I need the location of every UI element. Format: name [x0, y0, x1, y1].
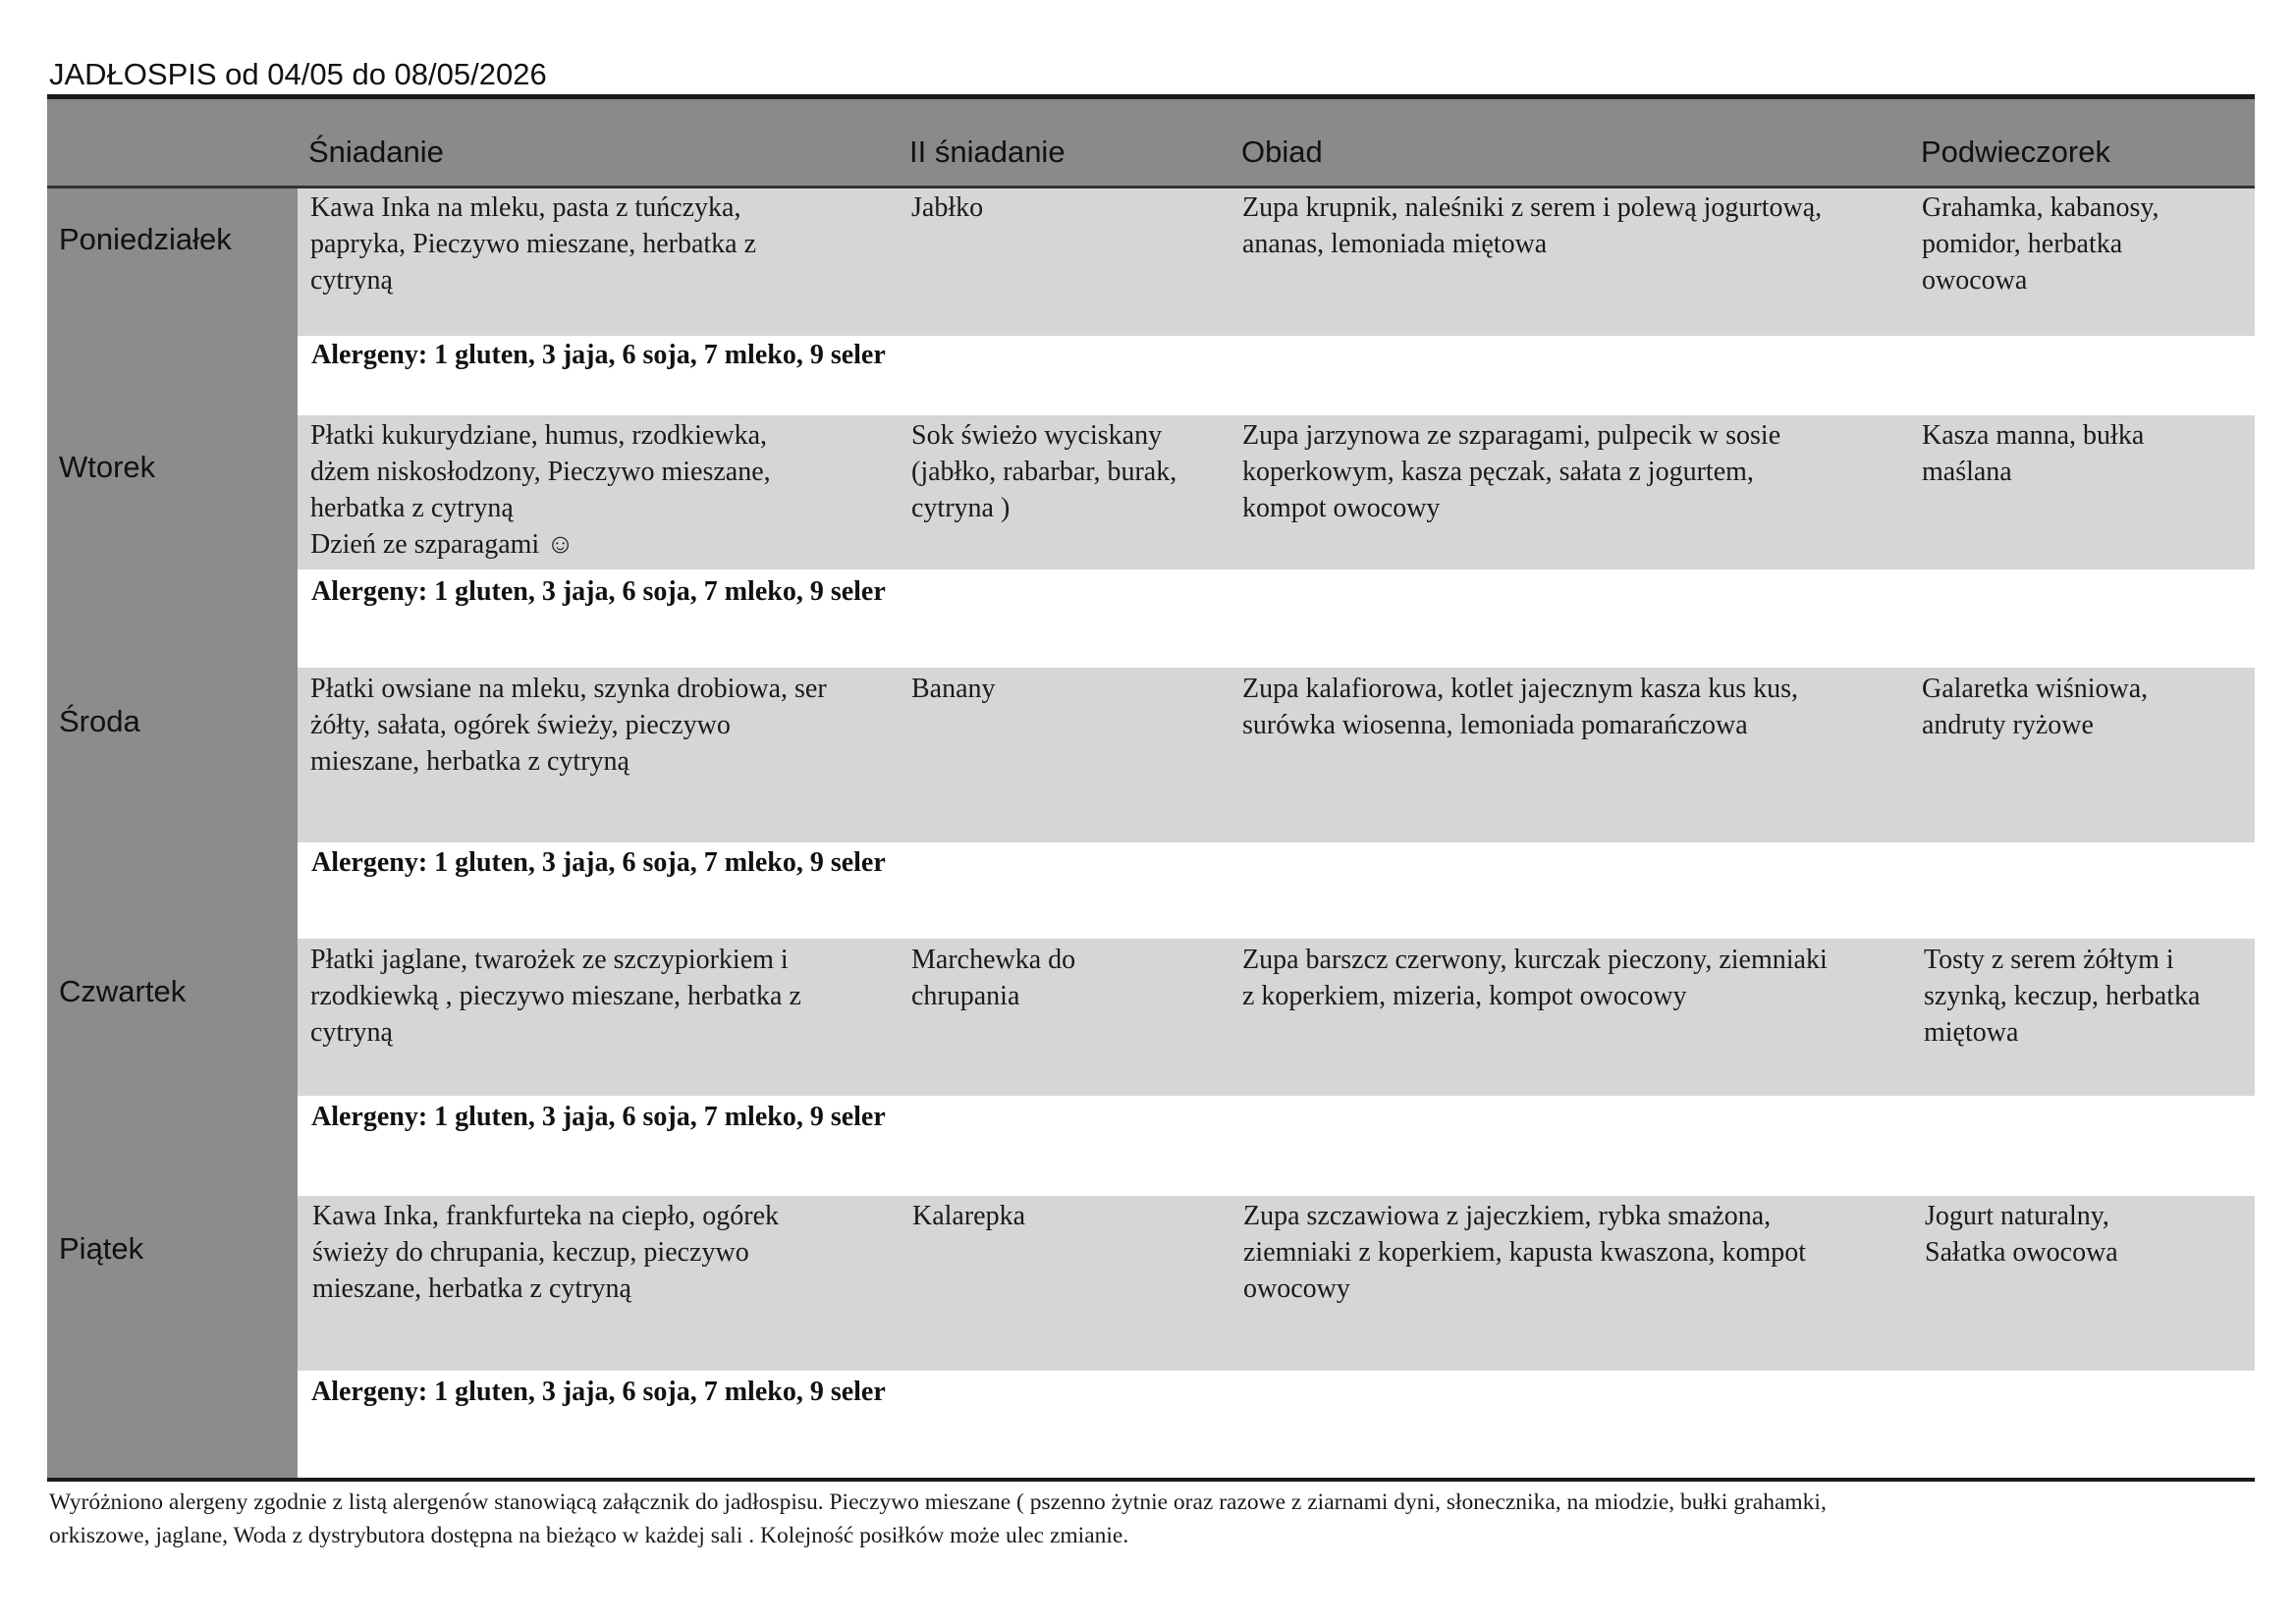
cell-line: papryka, Pieczywo mieszane, herbatka z: [310, 229, 757, 259]
cell-line: owocowa: [1922, 265, 2028, 296]
header-obiad: Obiad: [1241, 135, 1323, 169]
cell-obiad: [1242, 189, 1822, 262]
cell-ii-sniadanie: [911, 671, 996, 707]
page-title: JADŁOSPIS od 04/05 do 08/05/2026: [49, 57, 547, 91]
header-ii-sniadanie: II śniadanie: [909, 135, 1066, 169]
cell-line: cytryna ): [911, 493, 1011, 523]
cell-line: Jogurt naturalny,: [1925, 1201, 2109, 1231]
allergens-note: Alergeny: 1 gluten, 3 jaja, 6 soja, 7 mleko, 9 seler: [311, 340, 886, 370]
cell-line: (jabłko, rabarbar, burak,: [911, 457, 1177, 487]
header-podwieczorek: Podwieczorek: [1921, 135, 2110, 169]
cell-line: żółty, sałata, ogórek świeży, pieczywo: [310, 710, 731, 740]
cell-obiad: [1242, 671, 1798, 743]
cell-sniadanie: [310, 942, 801, 1051]
cell-ii-sniadanie: [911, 189, 983, 226]
day-name: Czwartek: [59, 974, 187, 1008]
cell-sniadanie: [310, 417, 771, 563]
cell-podwieczorek: [1925, 1198, 2118, 1271]
day-name: Piątek: [59, 1231, 144, 1266]
cell-line: andruty ryżowe: [1922, 710, 2094, 740]
cell-line: Jabłko: [911, 192, 984, 223]
cell-line: surówka wiosenna, lemoniada pomarańczowa: [1242, 710, 1748, 740]
cell-line: pomidor, herbatka: [1922, 229, 2123, 259]
cell-ii-sniadanie: [911, 942, 1075, 1014]
cell-obiad: [1242, 942, 1828, 1014]
cell-line: Marchewka do: [911, 945, 1076, 975]
cell-line: dżem niskosłodzony, Pieczywo mieszane,: [310, 457, 771, 487]
cell-line: cytryną: [310, 1017, 393, 1048]
cell-line: mieszane, herbatka z cytryną: [312, 1273, 631, 1304]
cell-line: herbatka z cytryną: [310, 493, 514, 523]
cell-line: Sałatka owocowa: [1925, 1237, 2118, 1268]
cell-podwieczorek: [1922, 417, 2144, 490]
day-column: [47, 189, 298, 1478]
cell-line: chrupania: [911, 981, 1020, 1011]
cell-line: Płatki kukurydziane, humus, rzodkiewka,: [310, 420, 768, 451]
cell-obiad: [1242, 417, 1780, 526]
footer-line: orkiszowe, jaglane, Woda z dystrybutora dostępna na bieżąco w każdej sali . Kolejność posiłków może ulec zmianie.: [49, 1523, 1129, 1548]
day-name: Środa: [59, 704, 140, 738]
footer-note: [49, 1486, 2239, 1552]
cell-line: Płatki owsiane na mleku, szynka drobiowa, ser: [310, 674, 827, 704]
cell-line: Dzień ze szparagami ☺: [310, 529, 574, 560]
cell-line: Kawa Inka, frankfurteka na ciepło, ogórek: [312, 1201, 780, 1231]
cell-line: Banany: [911, 674, 996, 704]
footer-line: Wyróżniono alergeny zgodnie z listą alergenów stanowiącą załącznik do jadłospisu. Pieczywo mieszane ( pszenno żytnie oraz razowe z ziarnami dyni, słonecznika, na miodzie, bułki grahamki,: [49, 1489, 1827, 1515]
cell-line: ananas, lemoniada miętowa: [1242, 229, 1548, 259]
cell-line: świeży do chrupania, keczup, pieczywo: [312, 1237, 749, 1268]
cell-line: ziemniaki z koperkiem, kapusta kwaszona, kompot: [1243, 1237, 1807, 1268]
cell-line: maślana: [1922, 457, 2012, 487]
cell-podwieczorek: [1924, 942, 2200, 1051]
cell-line: Kawa Inka na mleku, pasta z tuńczyka,: [310, 192, 741, 223]
cell-line: szynką, keczup, herbatka: [1924, 981, 2201, 1011]
cell-line: Zupa barszcz czerwony, kurczak pieczony, ziemniaki: [1242, 945, 1828, 975]
cell-line: rzodkiewką , pieczywo mieszane, herbatka z: [310, 981, 801, 1011]
cell-line: owocowy: [1243, 1273, 1350, 1304]
cell-line: Płatki jaglane, twarożek ze szczypiorkiem i: [310, 945, 789, 975]
cell-line: Kasza manna, bułka: [1922, 420, 2145, 451]
cell-line: mieszane, herbatka z cytryną: [310, 746, 629, 777]
allergens-note: Alergeny: 1 gluten, 3 jaja, 6 soja, 7 mleko, 9 seler: [311, 1102, 886, 1132]
day-name: Wtorek: [59, 450, 156, 484]
cell-line: Zupa jarzynowa ze szparagami, pulpecik w sosie: [1242, 420, 1781, 451]
cell-obiad: [1243, 1198, 1806, 1307]
header-sniadanie: Śniadanie: [308, 135, 444, 169]
cell-ii-sniadanie: [911, 417, 1176, 526]
cell-sniadanie: [310, 671, 827, 780]
cell-line: Kalarepka: [912, 1201, 1026, 1231]
cell-line: Sok świeżo wyciskany: [911, 420, 1163, 451]
allergens-note: Alergeny: 1 gluten, 3 jaja, 6 soja, 7 mleko, 9 seler: [311, 1377, 886, 1407]
cell-line: cytryną: [310, 265, 393, 296]
cell-podwieczorek: [1922, 189, 2159, 298]
cell-sniadanie: [310, 189, 756, 298]
cell-line: z koperkiem, mizeria, kompot owocowy: [1242, 981, 1687, 1011]
bottom-rule: [47, 1478, 2255, 1482]
table-header: [47, 99, 2255, 189]
day-name: Poniedziałek: [59, 222, 232, 256]
cell-line: Grahamka, kabanosy,: [1922, 192, 2159, 223]
cell-line: miętowa: [1924, 1017, 2019, 1048]
cell-line: Zupa krupnik, naleśniki z serem i polewą jogurtową,: [1242, 192, 1823, 223]
cell-line: Zupa kalafiorowa, kotlet jajecznym kasza kus kus,: [1242, 674, 1799, 704]
cell-sniadanie: [312, 1198, 779, 1307]
cell-line: Zupa szczawiowa z jajeczkiem, rybka smażona,: [1243, 1201, 1772, 1231]
cell-ii-sniadanie: [912, 1198, 1025, 1234]
cell-line: kompot owocowy: [1242, 493, 1441, 523]
allergens-note: Alergeny: 1 gluten, 3 jaja, 6 soja, 7 mleko, 9 seler: [311, 847, 886, 878]
cell-line: koperkowym, kasza pęczak, sałata z jogurtem,: [1242, 457, 1754, 487]
allergens-note: Alergeny: 1 gluten, 3 jaja, 6 soja, 7 mleko, 9 seler: [311, 576, 886, 607]
cell-podwieczorek: [1922, 671, 2148, 743]
cell-line: Galaretka wiśniowa,: [1922, 674, 2149, 704]
cell-line: Tosty z serem żółtym i: [1924, 945, 2174, 975]
